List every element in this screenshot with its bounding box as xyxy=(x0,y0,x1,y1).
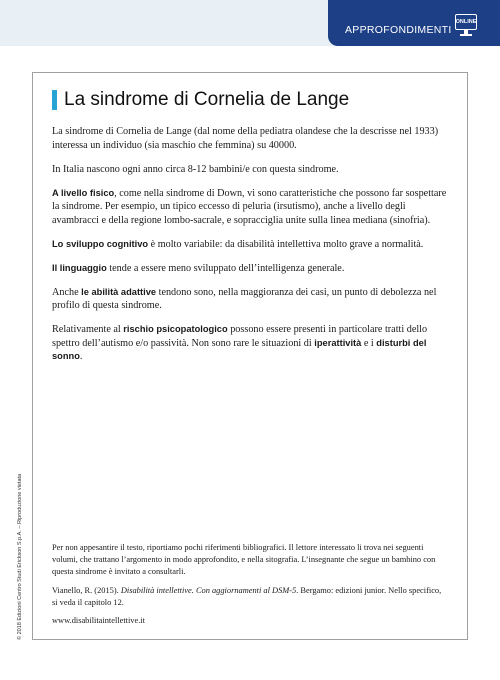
paragraph-text: , come nella sindrome di Down, vi sono caratteristiche che possono far sospettare la sindrome. Per esempio, un tipico eccesso di peluria (irsutismo), anche a livello degli avambracci e della regione lombo-sacrale, e sopracciglia unite sulla linea mediana (sinofria). xyxy=(52,187,447,226)
footnote-website: www.disabilitaintellettive.it xyxy=(52,616,145,626)
reference-author: Vianello, R. (2015). xyxy=(52,585,121,595)
reference-details: . Bergamo: edizioni junior. Nello specifico, si veda il capitolo 12. xyxy=(52,585,442,607)
bold-term: rischio psicopatologico xyxy=(123,324,228,334)
bold-term: A livello fisico xyxy=(52,187,115,198)
paragraph-text: possono essere presenti in particolare tratti dello spettro dell’autismo e/o passività. Non sono rare le situazioni di xyxy=(52,324,428,349)
footnotes xyxy=(52,542,448,633)
paragraph-4 xyxy=(52,238,448,252)
paragraph-text: è molto variabile: da disabilità intellettiva molto grave a normalità. xyxy=(148,238,424,250)
paragraph-text: In Italia nascono ogni anno circa 8-12 bambini/e con questa sindrome. xyxy=(52,163,339,175)
reference-title: Disabilità intellettive. Con aggiornamenti al DSM-5 xyxy=(120,585,297,595)
title-marker xyxy=(52,90,57,110)
bold-term: disturbi del sonno xyxy=(52,337,427,361)
paragraph-text: La sindrome di Cornelia de Lange (dal nome della pediatra olandese che la descrisse nel 1933) interessa un individuo (sia maschio che femmina) su 40000. xyxy=(52,126,439,151)
paragraph-text: Relativamente al xyxy=(52,324,124,335)
paragraph-text: Anche xyxy=(52,286,82,298)
bold-term: Lo sviluppo cognitivo xyxy=(52,238,149,249)
paragraph-6 xyxy=(52,286,448,313)
monitor-base xyxy=(460,34,472,36)
bold-term: iperattività xyxy=(314,337,362,348)
paragraph-3 xyxy=(52,187,448,228)
paragraph-5 xyxy=(52,262,448,276)
monitor-icon xyxy=(455,14,477,41)
bold-term: le abilità adattive xyxy=(81,286,157,297)
page-title: La sindrome di Cornelia de Lange xyxy=(64,89,350,110)
copyright-notice: © 2018 Edizioni Centro Studi Erickson S.p.A. – Riproduzione vietata xyxy=(17,473,23,640)
paragraph-text: e i xyxy=(361,337,377,349)
section-label: APPROFONDIMENTI xyxy=(345,24,452,36)
paragraph-2 xyxy=(52,163,448,177)
paragraph-text: tendono sono, nella maggioranza dei casi, un punto di debolezza nel profilo di questa sindrome. xyxy=(52,286,437,311)
paragraph-7 xyxy=(52,323,448,364)
paragraph-text: . xyxy=(79,351,83,362)
online-badge: ONLINE xyxy=(455,14,477,30)
paragraph-text: tende a essere meno sviluppato dell’intelligenza generale. xyxy=(106,262,345,274)
title-row xyxy=(52,89,349,111)
paragraph-1 xyxy=(52,125,448,152)
footnote-reference xyxy=(52,585,448,609)
main-text xyxy=(52,125,448,374)
bold-term: Il linguaggio xyxy=(52,262,107,273)
footnote-intro: Per non appesantire il testo, riportiamo pochi riferimenti bibliografici. Il lettore interessato li trova nei seguenti volumi, che trattano l’argomento in modo approfondito, e nella sitografia. L’insegnante che segue un bambino con questa sindrome è invitato a consultarli. xyxy=(52,543,436,577)
